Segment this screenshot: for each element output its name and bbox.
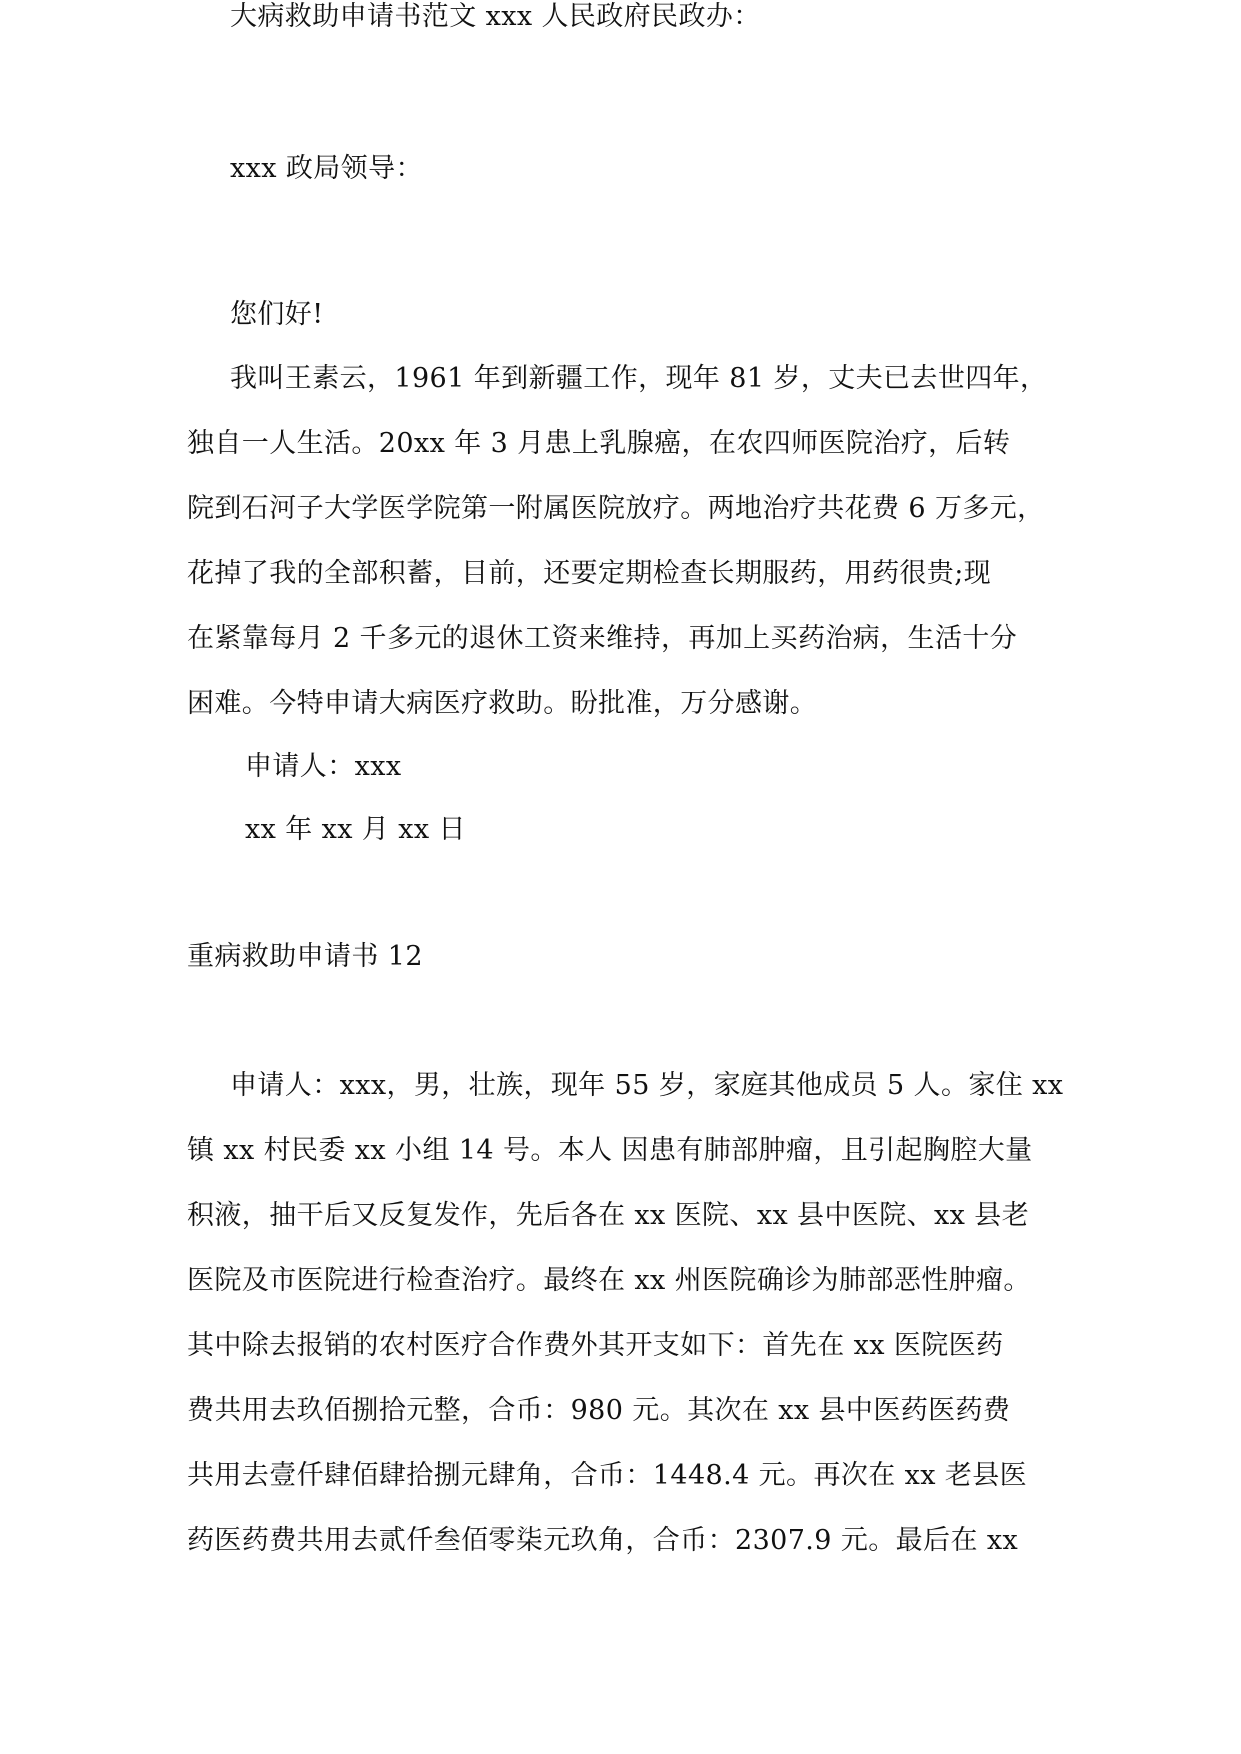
body-line: 花掉了我的全部积蓄，目前，还要定期检查长期服药，用药很贵;现	[187, 558, 992, 589]
body-line: 医院及市医院进行检查治疗。最终在 xx 州医院确诊为肺部恶性肿瘤。	[187, 1265, 1031, 1296]
salutation: xxx 政局领导：	[230, 153, 423, 184]
body-line: 积液，抽干后又反复发作，先后各在 xx 医院、xx 县中医院、xx 县老	[187, 1200, 1030, 1231]
body-line: 我叫王素云，1961 年到新疆工作，现年 81 岁，丈夫已去世四年，	[230, 363, 1048, 394]
body-line: 共用去壹仟肆佰肆拾捌元肆角，合币：1448.4 元。再次在 xx 老县医	[187, 1460, 1028, 1491]
body-line: 申请人：xxx，男，壮族，现年 55 岁，家庭其他成员 5 人。家住 xx	[230, 1070, 1064, 1101]
body-line: 独自一人生活。20xx 年 3 月患上乳腺癌，在农四师医院治疗，后转	[187, 428, 1011, 459]
body-line: 镇 xx 村民委 xx 小组 14 号。本人 因患有肺部肿瘤，且引起胸腔大量	[187, 1135, 1033, 1166]
body-line: 药医药费共用去贰仟叁佰零柒元玖角，合币：2307.9 元。最后在 xx	[187, 1525, 1019, 1556]
body-line: 其中除去报销的农村医疗合作费外其开支如下：首先在 xx 医院医药	[187, 1330, 1004, 1361]
body-line: 费共用去玖佰捌拾元整，合币：980 元。其次在 xx 县中医药医药费	[187, 1395, 1011, 1426]
body-line: 困难。今特申请大病医疗救助。盼批准，万分感谢。	[187, 688, 818, 719]
body-line: 在紧靠每月 2 千多元的退休工资来维持，再加上买药治病，生活十分	[187, 623, 1018, 654]
intro-line: 大病救助申请书范文 xxx 人民政府民政办：	[230, 1, 761, 32]
body-line: 院到石河子大学医学院第一附属医院放疗。两地治疗共花费 6 万多元，	[187, 493, 1045, 524]
applicant-signature: 申请人：xxx	[245, 751, 402, 782]
letter-date: xx 年 xx 月 xx 日	[245, 814, 466, 845]
section-title: 重病救助申请书 12	[187, 941, 423, 972]
greeting: 您们好!	[230, 299, 324, 330]
